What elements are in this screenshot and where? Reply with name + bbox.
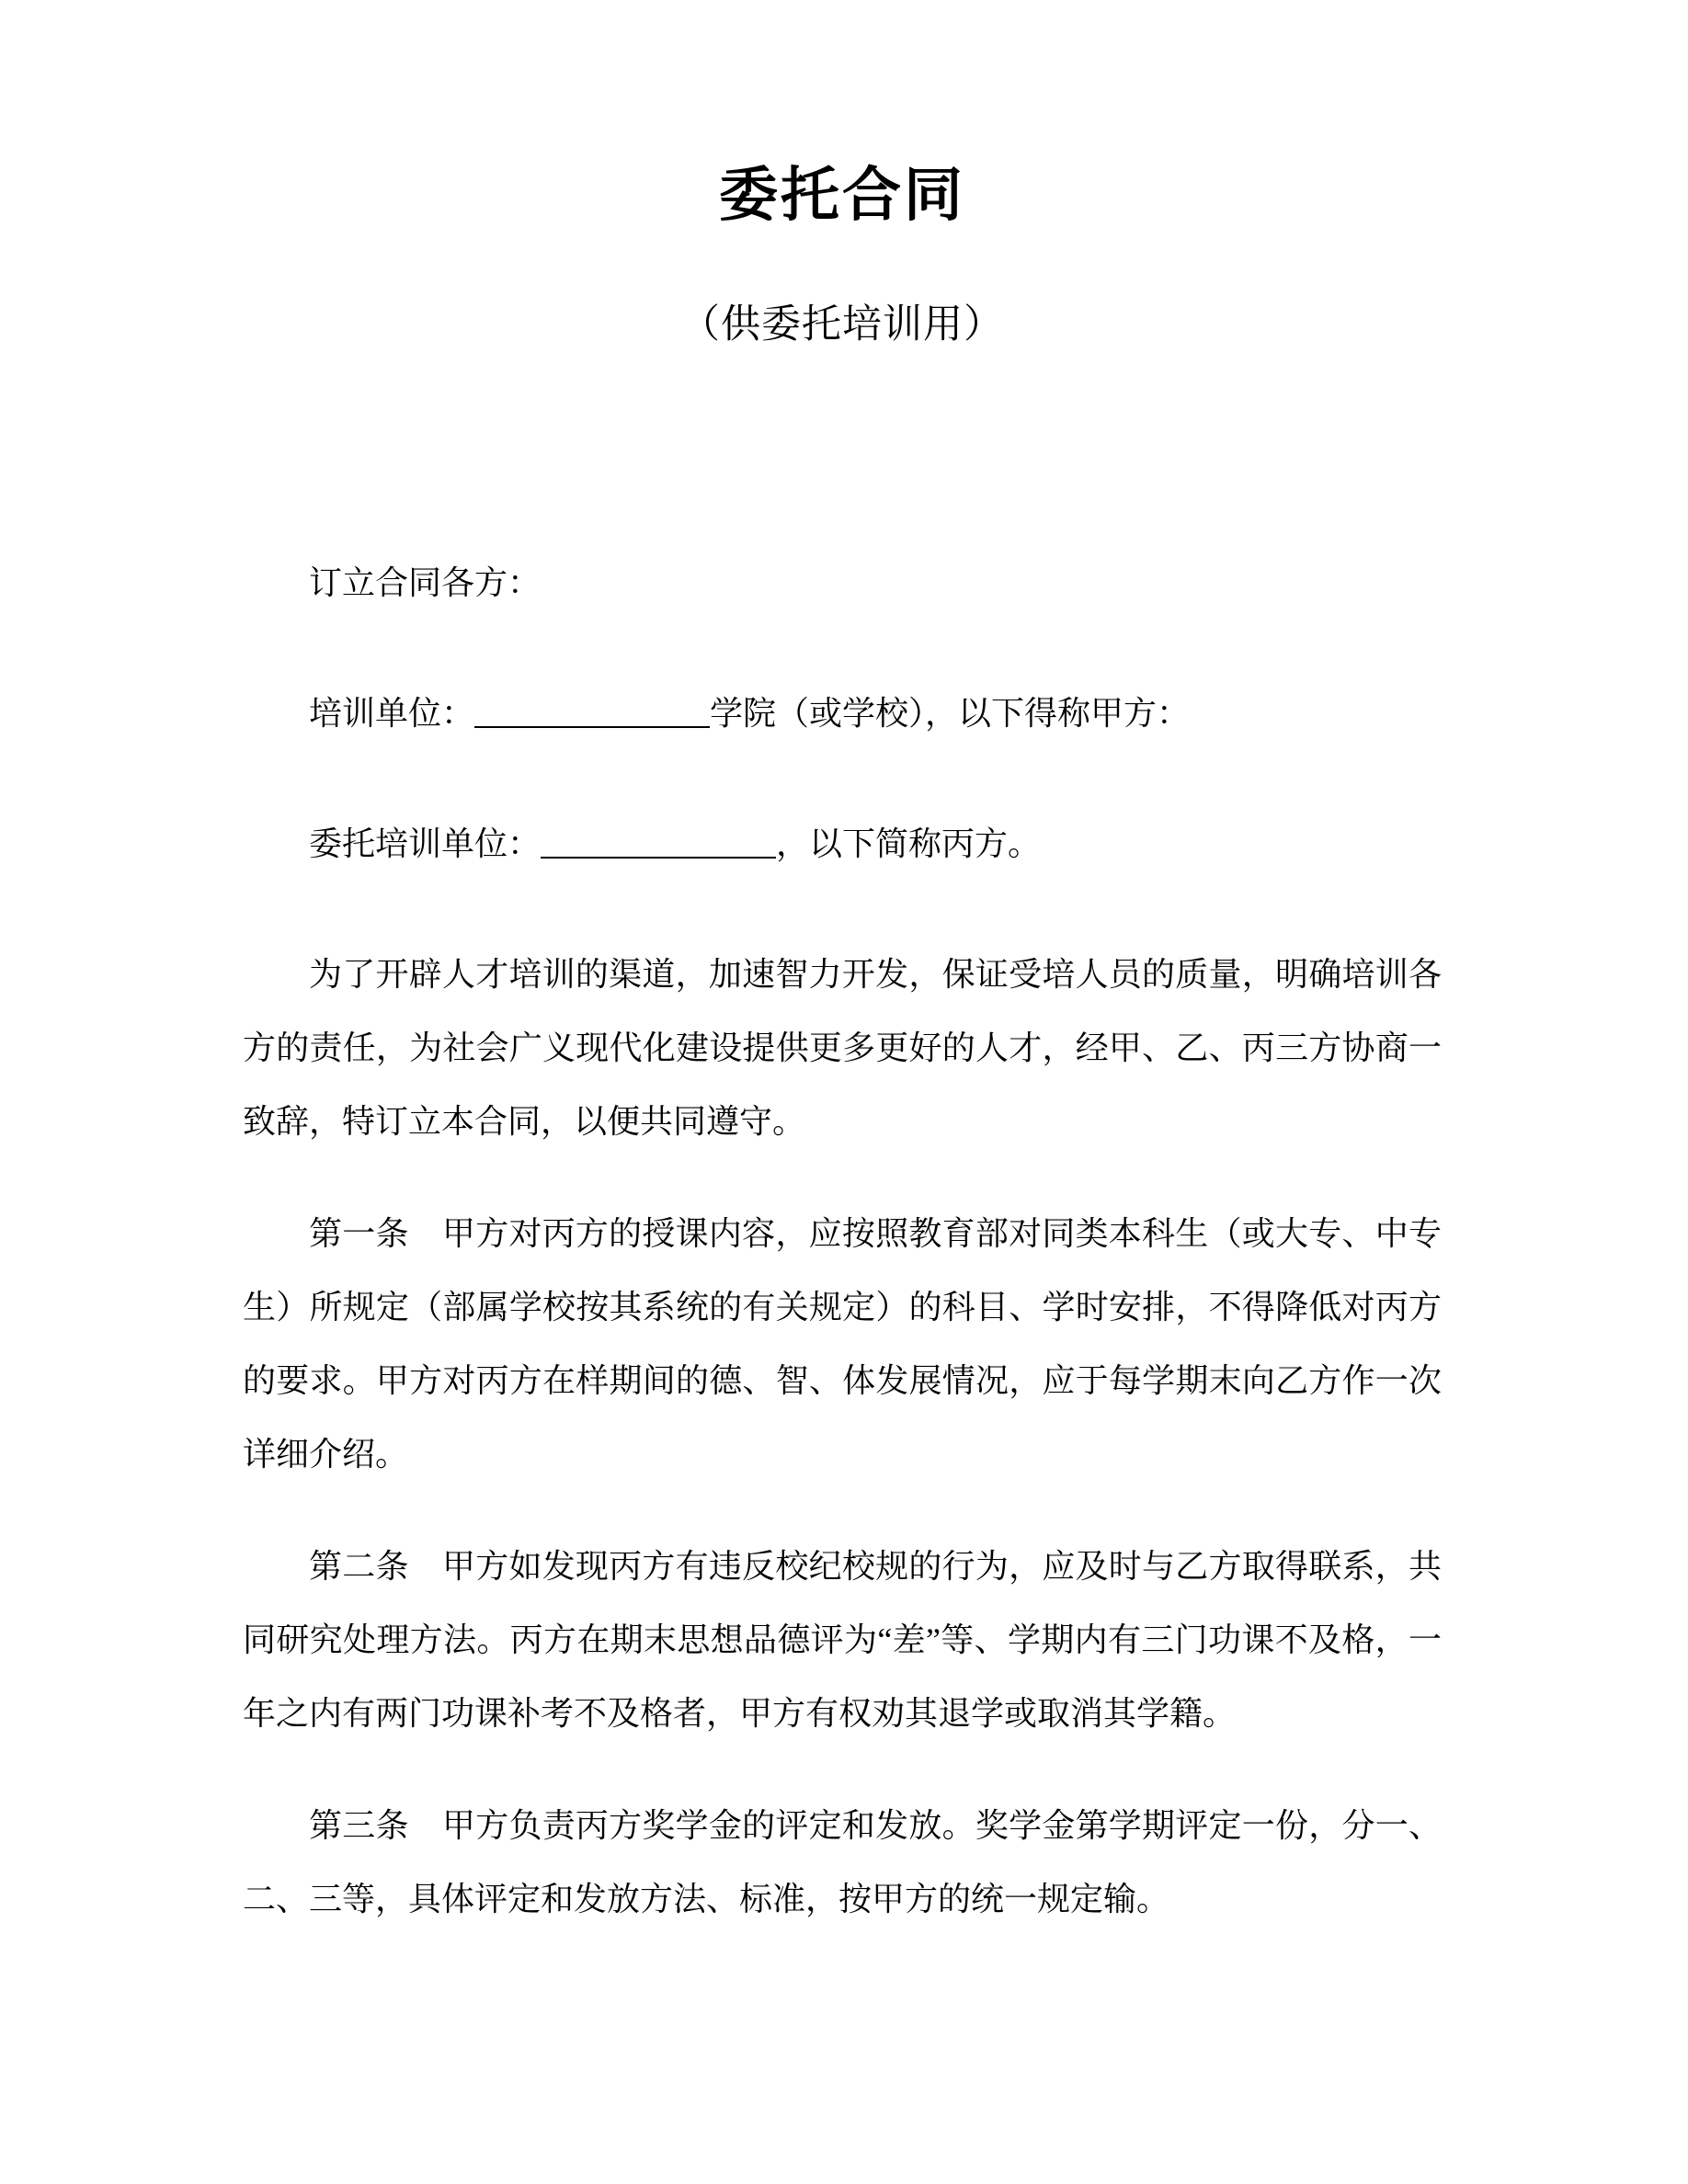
intro-line: 订立合同各方： <box>309 564 542 601</box>
document-title: 委托合同 <box>719 162 965 228</box>
article-1-paragraph: 第一条 甲方对丙方的授课内容，应按照教育部对同类本科生（或大专、中专生）所规定（部属学校按其系统的有关规定）的科目、学时安排，不得降低对丙方的要求。甲方对丙方在样期间的德、智、体发展情况，应于每学期末向乙方作一次详细介绍。 <box>243 1215 1442 1473</box>
party-c-blank <box>541 824 776 859</box>
preamble-paragraph: 为了开辟人才培训的渠道，加速智力开发，保证受培人员的质量，明确培训各方的责任，为社会广义现代化建设提供更多更好的人才，经甲、乙、丙三方协商一致辞，特订立本合同，以便共同遵守。 <box>243 956 1442 1140</box>
document-subtitle: （供委托培训用） <box>680 303 1004 347</box>
article-3-paragraph: 第三条 甲方负责丙方奖学金的评定和发放。奖学金第学期评定一份，分一、二、三等，具体评定和发放方法、标准，按甲方的统一规定输。 <box>243 1807 1442 1917</box>
article-2-paragraph: 第二条 甲方如发现丙方有违反校纪校规的行为，应及时与乙方取得联系，共同研究处理方法。丙方在期末思想品德评为“差”等、学期内有三门功课不及格，一年之内有两门功课补考不及格者，甲方有权劝其退学或取消其学籍。 <box>243 1548 1442 1732</box>
party-a-blank <box>474 693 710 728</box>
party-c-line <box>243 807 1442 881</box>
party-a-suffix: 学院（或学校），以下得称甲方： <box>710 695 1191 732</box>
party-c-suffix: ，以下简称丙方。 <box>776 825 1042 862</box>
party-c-label: 委托培训单位： <box>309 825 542 862</box>
party-a-line <box>243 677 1442 750</box>
party-a-label: 培训单位： <box>309 695 475 732</box>
